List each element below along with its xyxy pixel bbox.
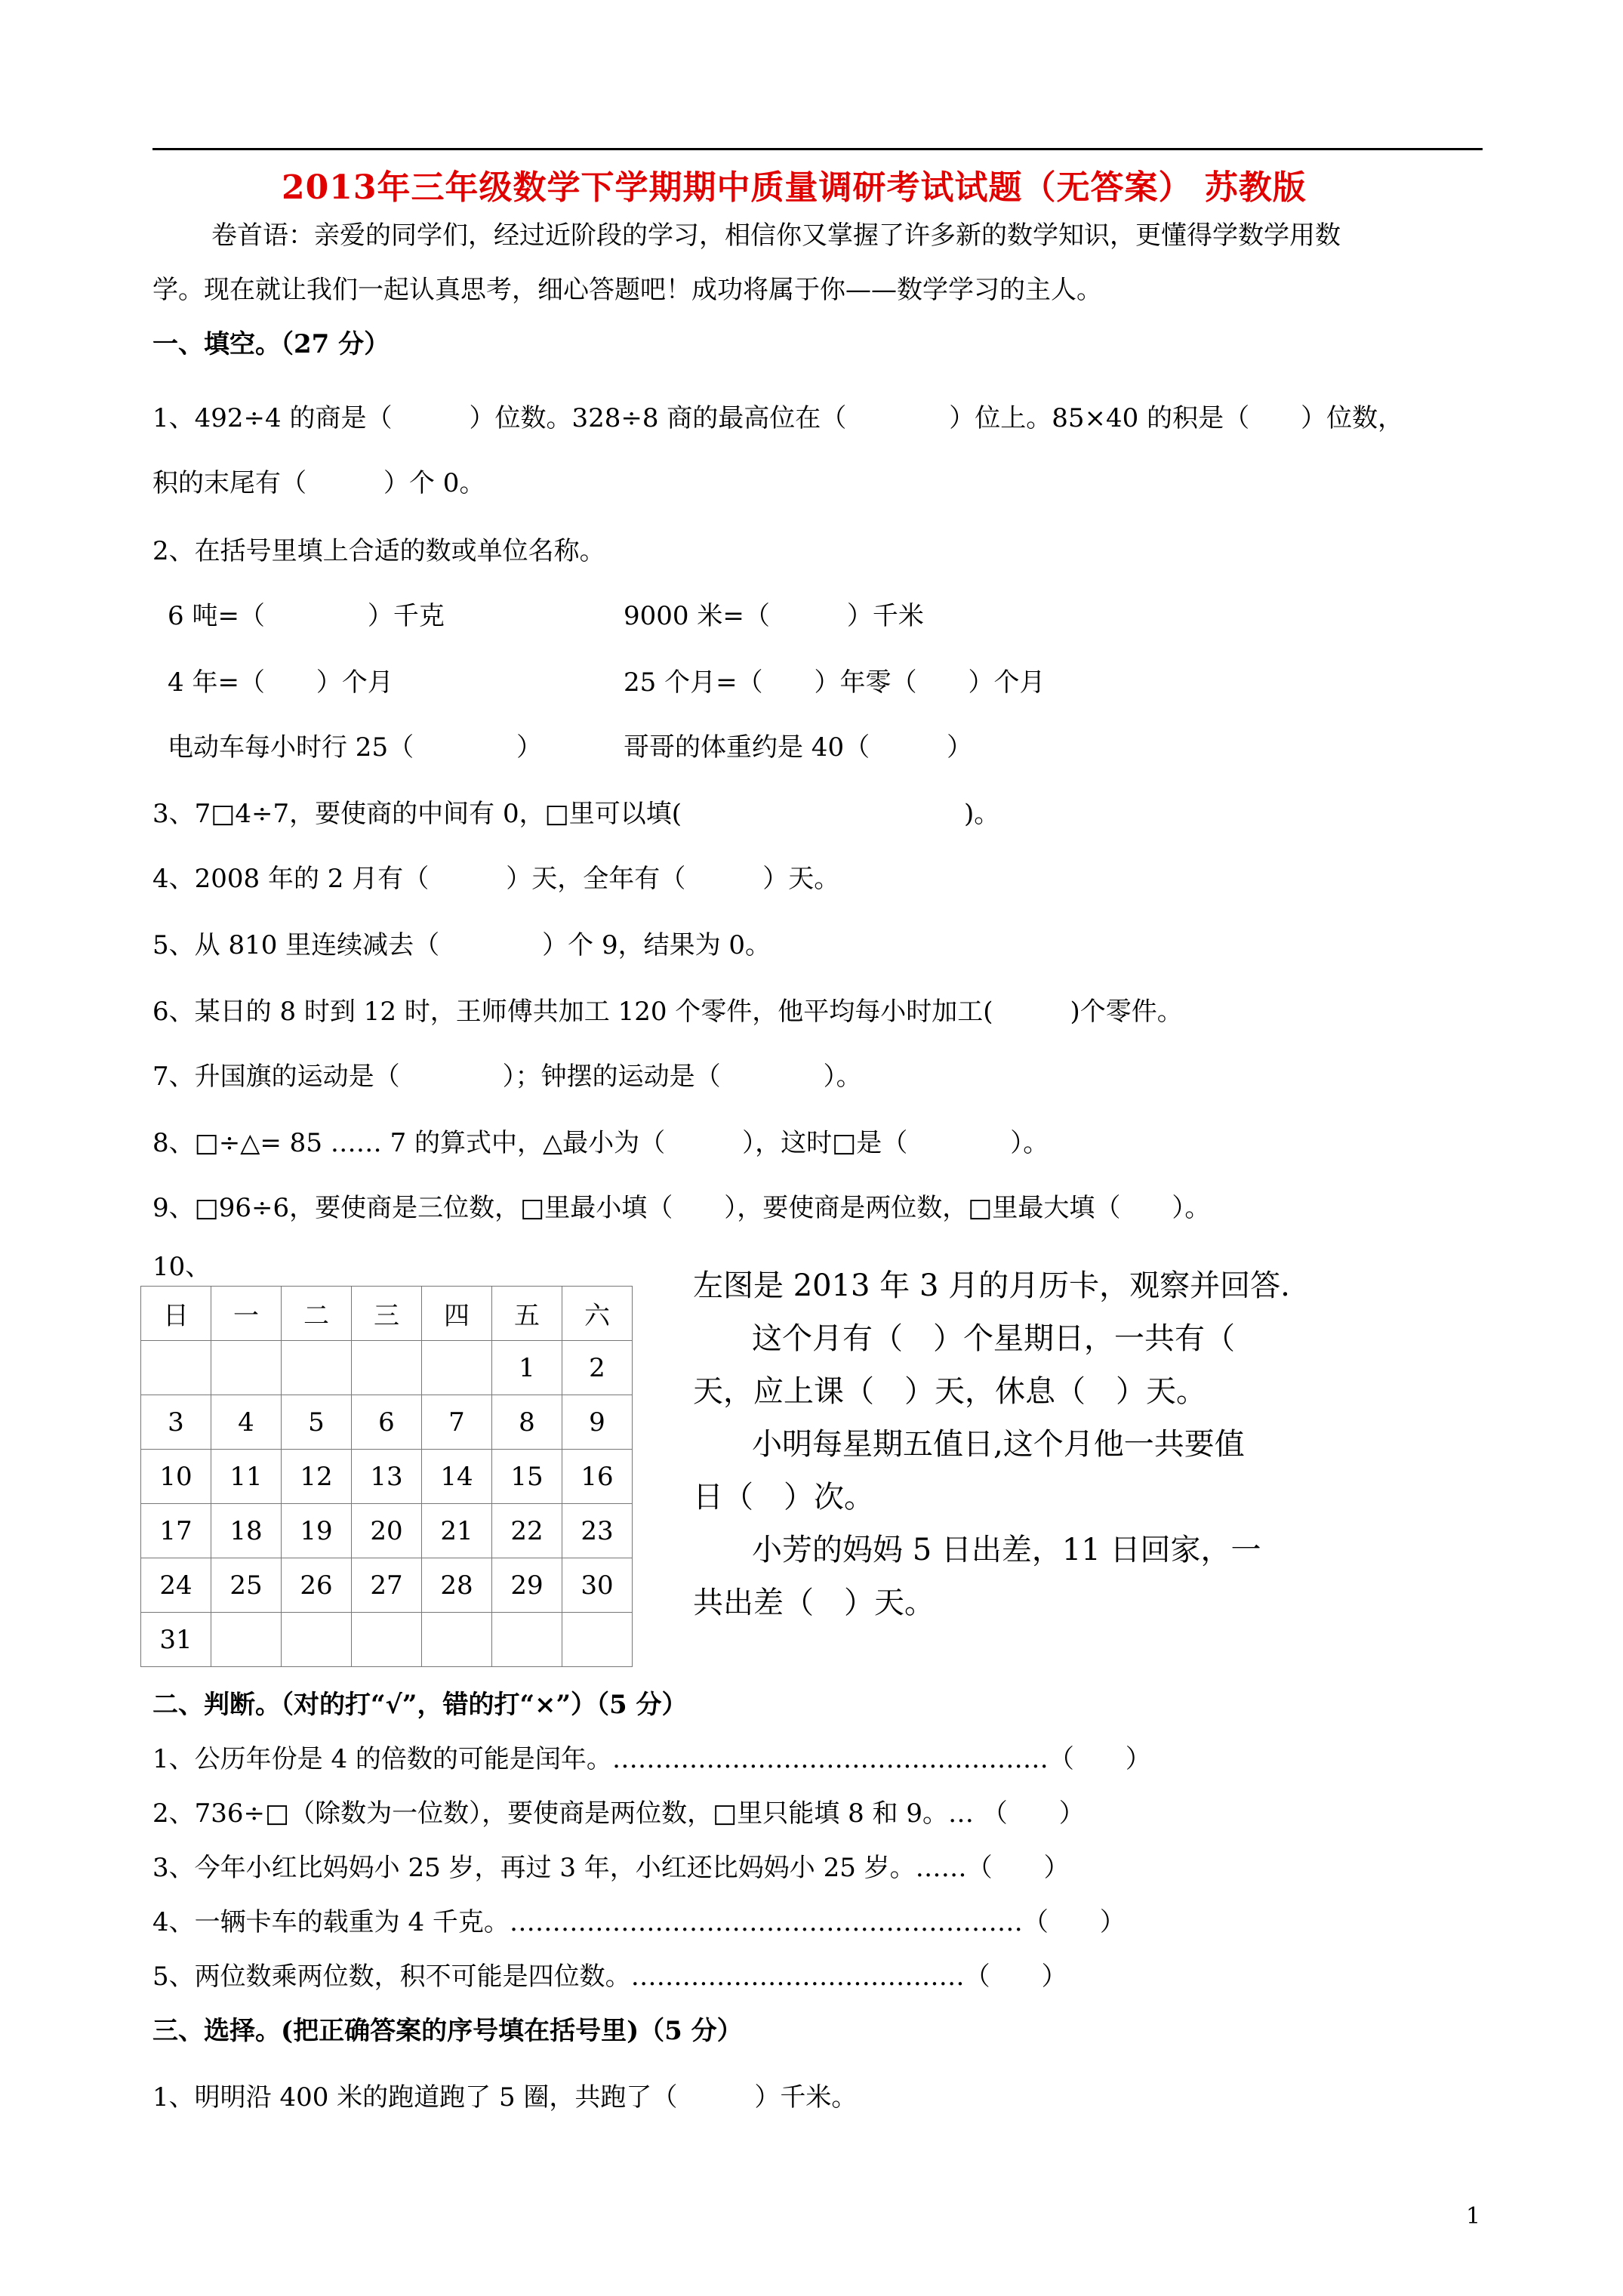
calendar-day-cell: 5	[282, 1395, 352, 1450]
preface-line-2: 学。现在就让我们一起认真思考，细心答题吧！成功将属于你——数学学习的主人。	[152, 275, 1102, 305]
section-2-heading: 二、判断。（对的打“√”，错的打“×”）（5 分）	[152, 1690, 688, 1720]
question-1-9: 9、□96÷6，要使商是三位数，□里最小填（ ），要使商是两位数，□里最大填（ ）。	[152, 1193, 1211, 1223]
calendar-day-cell: 23	[562, 1504, 633, 1558]
calendar-day-cell: 13	[352, 1450, 422, 1504]
calendar-day-cell: 21	[422, 1504, 492, 1558]
calendar-day-cell	[352, 1613, 422, 1667]
calendar-day-cell	[211, 1341, 282, 1395]
calendar-day-cell	[352, 1341, 422, 1395]
calendar-week-row	[141, 1613, 633, 1667]
calendar-day-cell	[492, 1613, 562, 1667]
q10-text-3: 天，应上课（ ）天，休息（ ）天。	[693, 1374, 1206, 1409]
question-1-6: 6、某日的 8 时到 12 时，王师傅共加工 120 个零件，他平均每小时加工( )个零件。	[152, 997, 1183, 1027]
calendar-header-cell: 二	[282, 1287, 352, 1341]
preface-line-1: 卷首语：亲爱的同学们，经过近阶段的学习，相信你又掌握了许多新的数学知识，更懂得学数学用数	[211, 220, 1341, 251]
calendar-header-cell: 五	[492, 1287, 562, 1341]
calendar-day-cell	[211, 1613, 282, 1667]
calendar-day-cell	[422, 1341, 492, 1395]
calendar-header-cell: 六	[562, 1287, 633, 1341]
calendar-day-cell: 15	[492, 1450, 562, 1504]
march-calendar	[140, 1286, 633, 1667]
question-1-8: 8、□÷△= 85 …… 7 的算式中，△最小为（ ），这时□是（ ）。	[152, 1128, 1049, 1158]
question-2-2: 2、736÷□（除数为一位数），要使商是两位数，□里只能填 8 和 9。… （ ）	[152, 1798, 1085, 1829]
calendar-day-cell: 6	[352, 1395, 422, 1450]
calendar-day-cell: 19	[282, 1504, 352, 1558]
calendar-day-cell: 10	[141, 1450, 211, 1504]
calendar-week-row	[141, 1395, 633, 1450]
q10-text-2: 这个月有（ ）个星期日，一共有（	[752, 1321, 1235, 1356]
calendar-day-cell: 22	[492, 1504, 562, 1558]
calendar-day-cell: 31	[141, 1613, 211, 1667]
calendar-day-cell: 2	[562, 1341, 633, 1395]
question-1-5: 5、从 810 里连续减去（ ）个 9，结果为 0。	[152, 930, 771, 960]
question-3-1: 1、明明沿 400 米的跑道跑了 5 圈，共跑了（ ）千米。	[152, 2082, 858, 2113]
question-1-10-label: 10、	[152, 1252, 211, 1282]
q2-row3-right: 哥哥的体重约是 40（ ）	[624, 732, 973, 763]
calendar-day-cell: 20	[352, 1504, 422, 1558]
question-1-2: 2、在括号里填上合适的数或单位名称。	[152, 536, 605, 566]
calendar-header-cell: 日	[141, 1287, 211, 1341]
calendar-day-cell: 12	[282, 1450, 352, 1504]
q10-text-1: 左图是 2013 年 3 月的月历卡，观察并回答.	[693, 1268, 1290, 1303]
question-2-3: 3、今年小红比妈妈小 25 岁，再过 3 年，小红还比妈妈小 25 岁。……（ ）	[152, 1853, 1070, 1883]
section-3-heading: 三、选择。(把正确答案的序号填在括号里)（5 分）	[152, 2016, 743, 2046]
calendar-header-row	[141, 1287, 633, 1341]
question-1-7: 7、升国旗的运动是（ ）；钟摆的运动是（ ）。	[152, 1062, 862, 1092]
q2-row1-left: 6 吨=（ ）千克	[168, 601, 445, 631]
calendar-day-cell: 28	[422, 1558, 492, 1613]
calendar-day-cell: 27	[352, 1558, 422, 1613]
calendar-day-cell: 24	[141, 1558, 211, 1613]
q2-row2-right: 25 个月=（ ）年零（ ）个月	[624, 667, 1046, 698]
calendar-day-cell: 7	[422, 1395, 492, 1450]
calendar-day-cell: 11	[211, 1450, 282, 1504]
exam-title: 2013年三年级数学下学期期中质量调研考试试题（无答案） 苏教版	[282, 168, 1307, 207]
question-1-3: 3、7□4÷7，要使商的中间有 0，□里可以填( )。	[152, 799, 1000, 829]
calendar-day-cell: 25	[211, 1558, 282, 1613]
calendar-day-cell: 4	[211, 1395, 282, 1450]
header-rule	[152, 148, 1483, 150]
page-number: 1	[1466, 2203, 1481, 2230]
question-1-4: 4、2008 年的 2 月有（ ）天，全年有（ ）天。	[152, 864, 840, 894]
calendar-day-cell	[141, 1341, 211, 1395]
q2-row1-right: 9000 米=（ ）千米	[624, 601, 924, 631]
calendar-day-cell	[282, 1341, 352, 1395]
calendar-day-cell: 17	[141, 1504, 211, 1558]
calendar-week-row	[141, 1341, 633, 1395]
calendar-day-cell: 16	[562, 1450, 633, 1504]
calendar-day-cell	[422, 1613, 492, 1667]
calendar-day-cell: 1	[492, 1341, 562, 1395]
q10-text-6: 小芳的妈妈 5 日出差，11 日回家，一	[752, 1533, 1261, 1567]
calendar-day-cell: 18	[211, 1504, 282, 1558]
calendar-day-cell	[562, 1613, 633, 1667]
calendar-day-cell: 9	[562, 1395, 633, 1450]
calendar-day-cell: 26	[282, 1558, 352, 1613]
calendar-day-cell: 8	[492, 1395, 562, 1450]
q10-text-4: 小明每星期五值日,这个月他一共要值	[752, 1427, 1245, 1462]
calendar-week-row	[141, 1450, 633, 1504]
calendar-week-row	[141, 1504, 633, 1558]
calendar-day-cell: 29	[492, 1558, 562, 1613]
calendar-week-row	[141, 1558, 633, 1613]
q2-row2-left: 4 年=（ ）个月	[168, 667, 393, 698]
q10-text-5: 日（ ）次。	[693, 1480, 874, 1515]
question-2-1: 1、公历年份是 4 的倍数的可能是闰年。……………………………………………（ ）	[152, 1744, 1151, 1774]
question-2-4: 4、一辆卡车的载重为 4 千克。……………………………………………………（ ）	[152, 1907, 1126, 1937]
q10-text-7: 共出差（ ）天。	[693, 1586, 935, 1620]
calendar-day-cell: 30	[562, 1558, 633, 1613]
section-1-heading: 一、填空。（27 分）	[152, 329, 390, 359]
calendar-day-cell: 14	[422, 1450, 492, 1504]
calendar-day-cell	[282, 1613, 352, 1667]
q2-row3-left: 电动车每小时行 25（ ）	[168, 732, 543, 763]
question-2-5: 5、两位数乘两位数，积不可能是四位数。…………………………………（ ）	[152, 1962, 1067, 1992]
calendar-header-cell: 四	[422, 1287, 492, 1341]
calendar-day-cell: 3	[141, 1395, 211, 1450]
question-1-1a: 1、492÷4 的商是（ ）位数。328÷8 商的最高位在（ ）位上。85×40 的积是（ ）位数，	[152, 403, 1404, 433]
question-1-1b: 积的末尾有（ ）个 0。	[152, 468, 485, 498]
calendar-header-cell: 一	[211, 1287, 282, 1341]
calendar-header-cell: 三	[352, 1287, 422, 1341]
